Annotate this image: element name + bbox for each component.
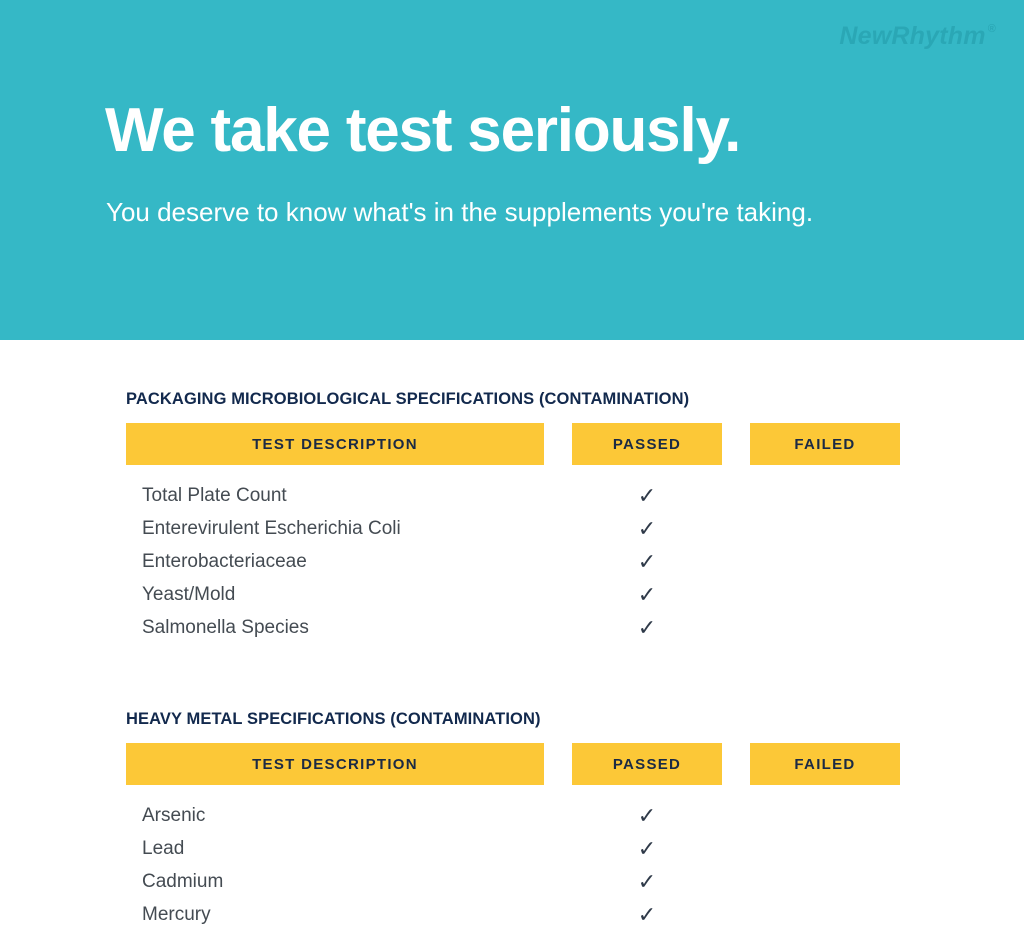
table-body xyxy=(126,799,984,927)
section-packaging-microbiological xyxy=(126,390,984,644)
test-name: Salmonella Species xyxy=(142,616,309,638)
passed-checkmark-icon: ✓ xyxy=(637,802,657,828)
column-header-failed: FAILED xyxy=(750,743,900,785)
passed-checkmark-icon: ✓ xyxy=(637,482,657,508)
table-row xyxy=(126,898,984,927)
table-row xyxy=(126,512,984,545)
page-title: We take test seriously. xyxy=(105,96,741,165)
passed-checkmark-icon: ✓ xyxy=(637,614,657,640)
results-table xyxy=(126,423,984,644)
passed-checkmark-icon: ✓ xyxy=(637,581,657,607)
hero-banner xyxy=(0,0,1024,340)
column-header-failed: FAILED xyxy=(750,423,900,465)
brand-name: NewRhythm xyxy=(839,22,986,50)
test-name: Mercury xyxy=(142,903,211,925)
passed-checkmark-icon: ✓ xyxy=(637,868,657,894)
table-row xyxy=(126,611,984,644)
test-name: Yeast/Mold xyxy=(142,583,236,605)
brand-logo xyxy=(839,22,996,51)
results-table xyxy=(126,743,984,927)
test-name: Arsenic xyxy=(142,804,206,826)
test-name: Enterobacteriaceae xyxy=(142,550,307,572)
table-row xyxy=(126,832,984,865)
section-title: HEAVY METAL SPECIFICATIONS (CONTAMINATION) xyxy=(126,710,541,728)
table-row xyxy=(126,545,984,578)
section-heavy-metal xyxy=(126,710,984,927)
table-row xyxy=(126,479,984,512)
test-name: Enterevirulent Escherichia Coli xyxy=(142,517,401,539)
passed-checkmark-icon: ✓ xyxy=(637,548,657,574)
table-row xyxy=(126,865,984,898)
registered-trademark-icon: ® xyxy=(987,23,996,35)
content-area xyxy=(0,390,1024,927)
column-header-description: TEST DESCRIPTION xyxy=(126,743,544,785)
table-header-row xyxy=(126,423,984,465)
column-header-passed: PASSED xyxy=(572,423,722,465)
passed-checkmark-icon: ✓ xyxy=(637,901,657,927)
passed-checkmark-icon: ✓ xyxy=(637,835,657,861)
test-name: Total Plate Count xyxy=(142,484,287,506)
passed-checkmark-icon: ✓ xyxy=(637,515,657,541)
section-title: PACKAGING MICROBIOLOGICAL SPECIFICATIONS (CONTAMINATION) xyxy=(126,390,690,408)
test-name: Cadmium xyxy=(142,870,224,892)
column-header-passed: PASSED xyxy=(572,743,722,785)
column-header-description: TEST DESCRIPTION xyxy=(126,423,544,465)
table-row xyxy=(126,578,984,611)
table-row xyxy=(126,799,984,832)
table-header-row xyxy=(126,743,984,785)
test-name: Lead xyxy=(142,837,185,859)
page-subtitle: You deserve to know what's in the supplements you're taking. xyxy=(106,197,814,227)
table-body xyxy=(126,479,984,644)
